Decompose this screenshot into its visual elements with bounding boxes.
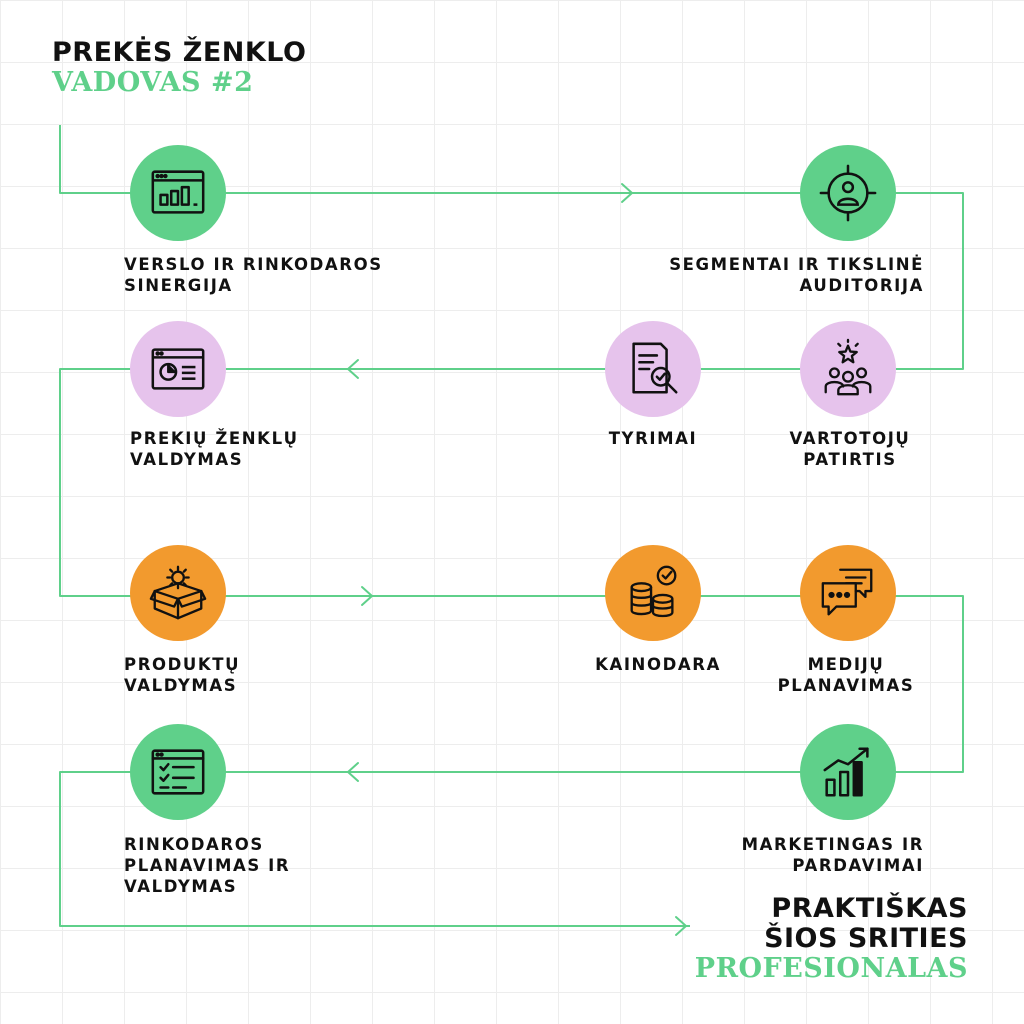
step-label-9: MARKETINGAS IR PARDAVIMAI: [741, 835, 924, 875]
browser-pie-icon: [147, 338, 209, 400]
step-node-9: [800, 724, 896, 820]
step-node-2: [800, 145, 896, 241]
box-gear-icon: [147, 562, 209, 624]
closing-title: [695, 894, 968, 985]
step-node-5: [130, 321, 226, 417]
step-node-1: [130, 145, 226, 241]
chat-bubbles-icon: [817, 562, 879, 624]
title-line-2: VADOVAS #2: [52, 67, 254, 99]
step-node-3: [800, 321, 896, 417]
step-label-1: VERSLO IR RINKODAROS SINERGIJA: [124, 255, 383, 295]
step-label-5: PREKIŲ ŽENKLŲ VALDYMAS: [130, 429, 299, 469]
step-label-6: PRODUKTŲ VALDYMAS: [124, 655, 241, 695]
step-node-6: [130, 545, 226, 641]
step-label-3: VARTOTOJŲ PATIRTIS: [789, 429, 911, 469]
page-title: [52, 38, 306, 98]
step-label-8: MEDIJŲ PLANAVIMAS: [777, 655, 915, 695]
closing-line-3: PROFESIONALAS: [694, 953, 968, 985]
step-node-7: [605, 545, 701, 641]
growth-chart-icon: [817, 741, 879, 803]
title-line-1: PREKĖS ŽENKLO: [52, 37, 307, 68]
step-label-4: TYRIMAI: [608, 429, 698, 448]
step-label-7: KAINODARA: [595, 655, 721, 674]
step-node-10: [130, 724, 226, 820]
target-person-icon: [817, 162, 879, 224]
document-search-icon: [622, 338, 684, 400]
dashboard-chart-icon: [147, 162, 209, 224]
checklist-icon: [147, 741, 209, 803]
people-star-icon: [817, 338, 879, 400]
step-label-10: RINKODAROS PLANAVIMAS IR VALDYMAS: [124, 835, 291, 896]
step-node-4: [605, 321, 701, 417]
closing-line-2: ŠIOS SRITIES: [764, 923, 968, 955]
step-node-8: [800, 545, 896, 641]
closing-line-1: PRAKTIŠKAS: [771, 893, 968, 924]
coins-check-icon: [622, 562, 684, 624]
step-label-2: SEGMENTAI IR TIKSLINĖ AUDITORIJA: [669, 255, 924, 295]
